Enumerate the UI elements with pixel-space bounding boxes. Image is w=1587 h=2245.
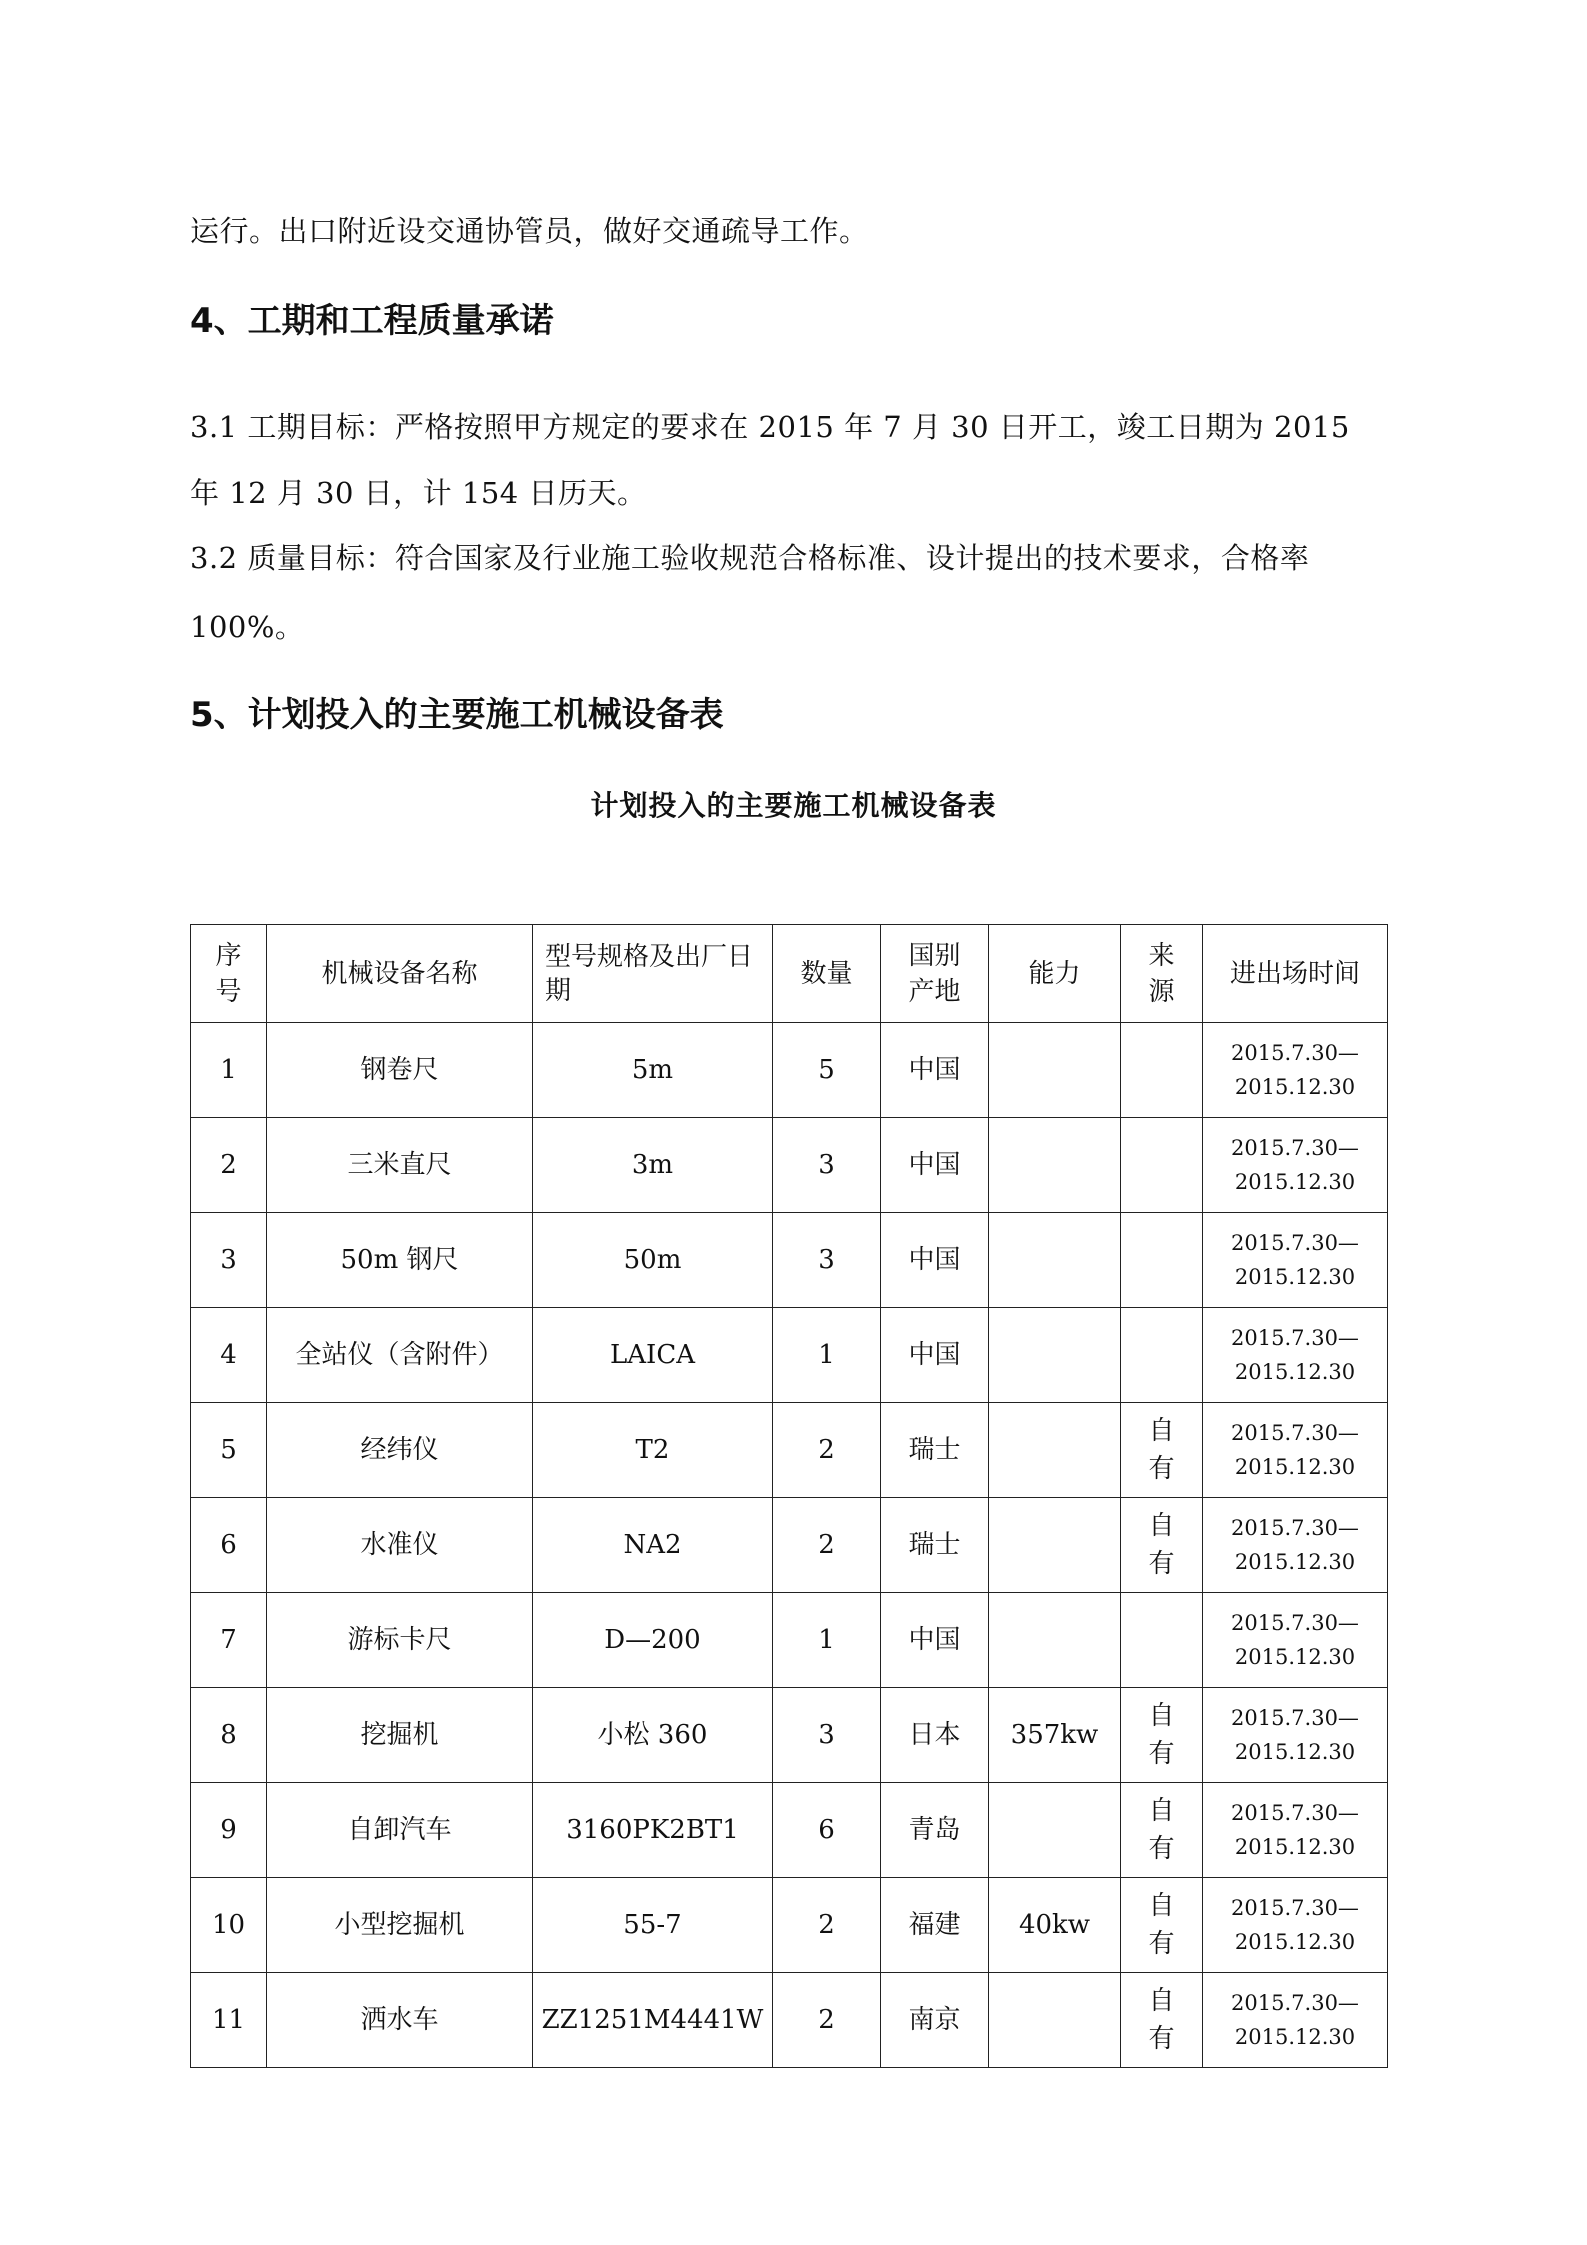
cell-source	[1121, 1023, 1203, 1118]
cell-seq: 9	[191, 1783, 267, 1878]
cell-model: 小松 360	[533, 1688, 773, 1783]
cell-seq: 3	[191, 1213, 267, 1308]
cell-origin: 日本	[881, 1688, 989, 1783]
cell-source: 自 有	[1121, 1973, 1203, 2068]
table-row	[191, 1878, 1388, 1973]
header-origin: 国别 产地	[881, 925, 989, 1023]
cell-time: 2015.7.30— 2015.12.30	[1203, 1878, 1388, 1973]
cell-seq: 8	[191, 1688, 267, 1783]
cell-source	[1121, 1593, 1203, 1688]
cell-model: D—200	[533, 1593, 773, 1688]
cell-power	[989, 1593, 1121, 1688]
cell-seq: 1	[191, 1023, 267, 1118]
table-row	[191, 1403, 1388, 1498]
cell-time: 2015.7.30— 2015.12.30	[1203, 1023, 1388, 1118]
cell-origin: 青岛	[881, 1783, 989, 1878]
cell-model: 3160PK2BT1	[533, 1783, 773, 1878]
cell-seq: 5	[191, 1403, 267, 1498]
cell-name: 钢卷尺	[267, 1023, 533, 1118]
cell-source: 自 有	[1121, 1688, 1203, 1783]
cell-time: 2015.7.30— 2015.12.30	[1203, 1213, 1388, 1308]
table-row	[191, 1593, 1388, 1688]
cell-time: 2015.7.30— 2015.12.30	[1203, 1118, 1388, 1213]
cell-power	[989, 1118, 1121, 1213]
cell-source: 自 有	[1121, 1498, 1203, 1593]
section-heading-5: 5、计划投入的主要施工机械设备表	[190, 695, 724, 735]
cell-time: 2015.7.30— 2015.12.30	[1203, 1973, 1388, 2068]
cell-source	[1121, 1308, 1203, 1403]
cell-name: 游标卡尺	[267, 1593, 533, 1688]
header-power: 能力	[989, 925, 1121, 1023]
cell-name: 水准仪	[267, 1498, 533, 1593]
cell-power: 357kw	[989, 1688, 1121, 1783]
header-name: 机械设备名称	[267, 925, 533, 1023]
paragraph-schedule-line1: 3.1 工期目标：严格按照甲方规定的要求在 2015 年 7 月 30 日开工，竣工日期为 2015	[190, 410, 1350, 444]
cell-name: 三米直尺	[267, 1118, 533, 1213]
paragraph-quality-line1: 3.2 质量目标：符合国家及行业施工验收规范合格标准、设计提出的技术要求，合格率	[190, 541, 1310, 575]
cell-origin: 南京	[881, 1973, 989, 2068]
cell-qty: 2	[773, 1403, 881, 1498]
cell-power	[989, 1023, 1121, 1118]
paragraph-traffic: 运行。出口附近设交通协管员，做好交通疏导工作。	[190, 214, 869, 248]
cell-model: 3m	[533, 1118, 773, 1213]
table-row	[191, 1308, 1388, 1403]
cell-qty: 2	[773, 1878, 881, 1973]
paragraph-schedule-line2: 年 12 月 30 日，计 154 日历天。	[190, 476, 647, 510]
cell-model: ZZ1251M4441W	[533, 1973, 773, 2068]
cell-model: 50m	[533, 1213, 773, 1308]
header-model: 型号规格及出厂日期	[533, 925, 773, 1023]
cell-name: 小型挖掘机	[267, 1878, 533, 1973]
cell-origin: 瑞士	[881, 1403, 989, 1498]
cell-source: 自 有	[1121, 1878, 1203, 1973]
cell-power	[989, 1498, 1121, 1593]
cell-origin: 福建	[881, 1878, 989, 1973]
cell-qty: 2	[773, 1973, 881, 2068]
cell-time: 2015.7.30— 2015.12.30	[1203, 1403, 1388, 1498]
header-source: 来 源	[1121, 925, 1203, 1023]
cell-seq: 4	[191, 1308, 267, 1403]
cell-time: 2015.7.30— 2015.12.30	[1203, 1688, 1388, 1783]
paragraph-quality-line2: 100%。	[190, 610, 305, 644]
table-row	[191, 1023, 1388, 1118]
cell-name: 自卸汽车	[267, 1783, 533, 1878]
table-row	[191, 1688, 1388, 1783]
cell-power	[989, 1973, 1121, 2068]
cell-time: 2015.7.30— 2015.12.30	[1203, 1498, 1388, 1593]
cell-qty: 3	[773, 1213, 881, 1308]
cell-time: 2015.7.30— 2015.12.30	[1203, 1308, 1388, 1403]
cell-model: 55-7	[533, 1878, 773, 1973]
cell-model: T2	[533, 1403, 773, 1498]
cell-power	[989, 1308, 1121, 1403]
table-header-row	[191, 925, 1388, 1023]
cell-model: LAICA	[533, 1308, 773, 1403]
cell-name: 经纬仪	[267, 1403, 533, 1498]
cell-name: 50m 钢尺	[267, 1213, 533, 1308]
table-row	[191, 1213, 1388, 1308]
cell-power	[989, 1403, 1121, 1498]
cell-qty: 3	[773, 1118, 881, 1213]
cell-power: 40kw	[989, 1878, 1121, 1973]
header-qty: 数量	[773, 925, 881, 1023]
table-row	[191, 1498, 1388, 1593]
table-title: 计划投入的主要施工机械设备表	[590, 789, 997, 822]
cell-power	[989, 1783, 1121, 1878]
table-row	[191, 1783, 1388, 1878]
cell-qty: 1	[773, 1308, 881, 1403]
cell-qty: 1	[773, 1593, 881, 1688]
cell-qty: 5	[773, 1023, 881, 1118]
table-row	[191, 1973, 1388, 2068]
cell-time: 2015.7.30— 2015.12.30	[1203, 1593, 1388, 1688]
cell-origin: 瑞士	[881, 1498, 989, 1593]
cell-name: 挖掘机	[267, 1688, 533, 1783]
cell-source: 自 有	[1121, 1403, 1203, 1498]
cell-seq: 2	[191, 1118, 267, 1213]
header-seq: 序 号	[191, 925, 267, 1023]
cell-power	[989, 1213, 1121, 1308]
cell-source: 自 有	[1121, 1783, 1203, 1878]
cell-origin: 中国	[881, 1023, 989, 1118]
cell-model: NA2	[533, 1498, 773, 1593]
section-heading-4: 4、工期和工程质量承诺	[190, 301, 554, 341]
cell-model: 5m	[533, 1023, 773, 1118]
cell-qty: 6	[773, 1783, 881, 1878]
cell-source	[1121, 1213, 1203, 1308]
cell-name: 全站仪（含附件）	[267, 1308, 533, 1403]
cell-time: 2015.7.30— 2015.12.30	[1203, 1783, 1388, 1878]
cell-qty: 3	[773, 1688, 881, 1783]
header-time: 进出场时间	[1203, 925, 1388, 1023]
cell-seq: 10	[191, 1878, 267, 1973]
cell-qty: 2	[773, 1498, 881, 1593]
cell-origin: 中国	[881, 1593, 989, 1688]
cell-seq: 6	[191, 1498, 267, 1593]
cell-seq: 11	[191, 1973, 267, 2068]
cell-seq: 7	[191, 1593, 267, 1688]
cell-source	[1121, 1118, 1203, 1213]
cell-origin: 中国	[881, 1118, 989, 1213]
cell-name: 洒水车	[267, 1973, 533, 2068]
cell-origin: 中国	[881, 1213, 989, 1308]
table-row	[191, 1118, 1388, 1213]
cell-origin: 中国	[881, 1308, 989, 1403]
equipment-table	[190, 924, 1388, 2068]
